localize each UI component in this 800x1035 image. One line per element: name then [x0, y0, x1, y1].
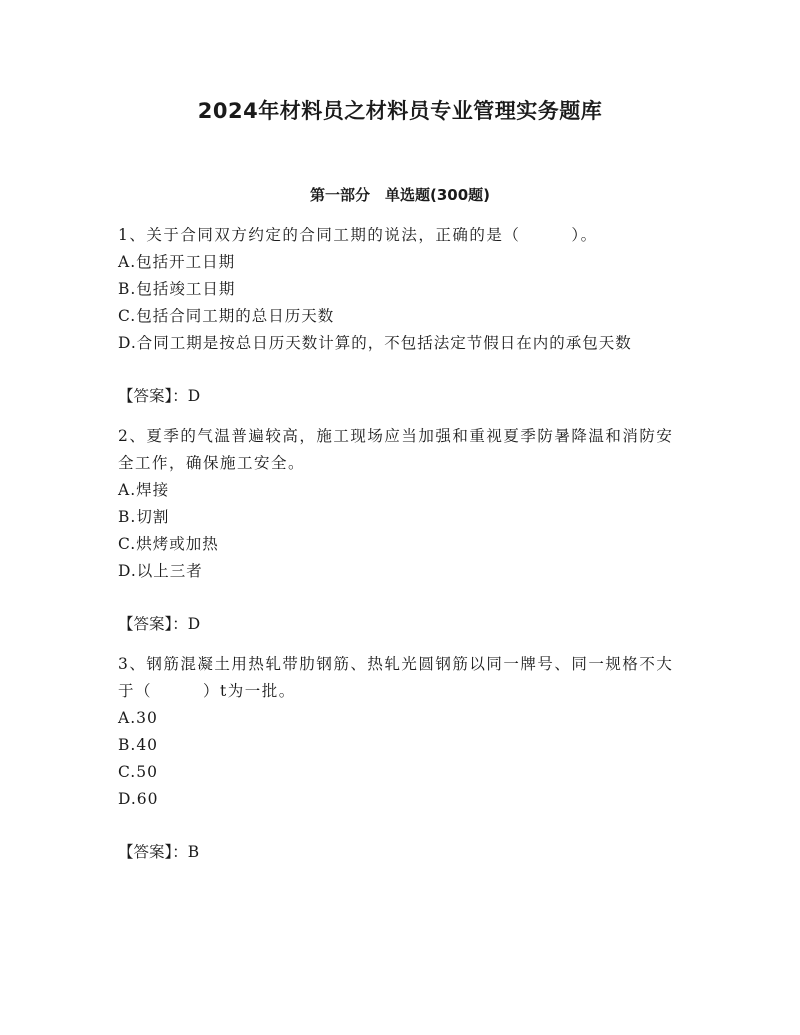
question-stem: 3、钢筋混凝土用热轧带肋钢筋、热轧光圆钢筋以同一牌号、同一规格不大于（ ）t为一批。	[118, 655, 674, 700]
option-b: B.40	[118, 736, 159, 754]
answer-label: 【答案】：	[118, 615, 188, 633]
option-a: A.焊接	[118, 481, 170, 499]
question-list	[118, 222, 684, 879]
answer-label: 【答案】：	[118, 843, 188, 861]
answer-value: D	[187, 387, 202, 405]
option-d: D.60	[118, 790, 159, 808]
document-title: 2024年材料员之材料员专业管理实务题库	[197, 99, 603, 123]
option-a: A.包括开工日期	[118, 253, 236, 271]
answer-line	[118, 839, 684, 866]
option-c: C.烘烤或加热	[118, 535, 219, 553]
answer-value: B	[187, 843, 201, 861]
question-3	[118, 651, 684, 866]
section-title: 第一部分 单选题(300题)	[309, 186, 491, 204]
answer-value: D	[187, 615, 202, 633]
option-b: B.包括竣工日期	[118, 280, 236, 298]
option-d: D.合同工期是按总日历天数计算的，不包括法定节假日在内的承包天数	[118, 334, 632, 352]
option-b: B.切割	[118, 508, 170, 526]
question-2	[118, 423, 684, 638]
question-stem: 1、关于合同双方约定的合同工期的说法，正确的是（ ）。	[118, 226, 598, 244]
question-1	[118, 222, 684, 410]
answer-line	[118, 611, 684, 638]
option-c: C.50	[118, 763, 158, 781]
option-d: D.以上三者	[118, 562, 203, 580]
option-c: C.包括合同工期的总日历天数	[118, 307, 335, 325]
answer-line	[118, 383, 684, 410]
option-a: A.30	[118, 709, 158, 727]
answer-label: 【答案】：	[118, 387, 188, 405]
question-stem: 2、夏季的气温普遍较高，施工现场应当加强和重视夏季防暑降温和消防安全工作，确保施工安全。	[118, 427, 674, 472]
